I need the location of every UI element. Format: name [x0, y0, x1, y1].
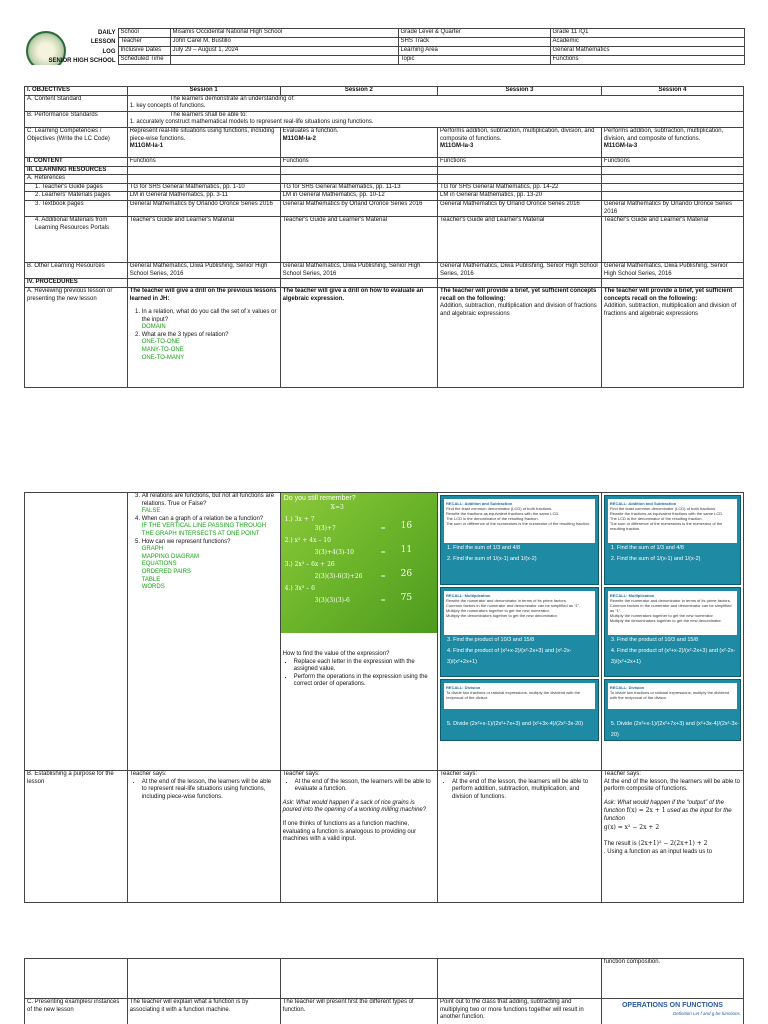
- dates-value: July 29 – August 1, 2024: [170, 47, 398, 56]
- lm-s3: LM in General Mathematics, pp. 13-20: [438, 192, 602, 201]
- review-a5-graph: GRAPH: [141, 546, 164, 553]
- performance-standard-row: [25, 111, 744, 127]
- review-q4: When can a graph of a relation be a function?: [141, 515, 264, 522]
- review-a4: IF THE VERTICAL LINE PASSING THROUGH THE GRAPH INTERSECTS AT ONE POINT: [141, 523, 267, 537]
- teacher-key: Teacher: [118, 38, 170, 47]
- track-key: SHS Track: [398, 38, 550, 47]
- mul-item-1: Rewrite the numerator and denominator in terms of its prime factors.: [446, 598, 567, 603]
- objectives-header: I. OBJECTIVES: [25, 87, 128, 96]
- competencies-row: [25, 127, 744, 157]
- competency-code-s4: M11GM-Ia-3: [603, 143, 638, 150]
- slide-q4-s4: 4. Find the product of (x²+x-2)/(x²-2x+3) and (x²-2x-3)/(x²+2x+1): [610, 648, 736, 665]
- dll-table-p3: [24, 958, 744, 1024]
- drill-title: Do you still remember?: [283, 495, 356, 502]
- purpose-s4-f: f(x) = 2x + 1: [626, 807, 666, 815]
- drill-answer-1: 16: [400, 521, 413, 531]
- performance-standard-l1: The learners shall be able to:: [169, 111, 248, 118]
- review-a5-words: WORDS: [141, 584, 165, 591]
- presenting-s1: The teacher will explain what a function is by associating it with a function machine.: [127, 999, 280, 1024]
- competency-s2: Evaluates a function.: [282, 127, 339, 134]
- purpose-s1: • At the end of the lesson, the learners will be able to represent real-life situations using functions, including piece-wise functions.: [142, 779, 278, 802]
- div-item-1-s4: To divide two fractions or rational expressions, multiply the dividend with the reciprocal of the divisor.: [609, 690, 730, 700]
- header-logo-cell: [24, 29, 118, 65]
- references-label: A. References: [25, 175, 128, 184]
- mul-item-2: Common factors in the numerator and denominator can be simplified as “1”.: [446, 603, 581, 608]
- label-log: LOG: [102, 48, 116, 55]
- drill-answer-4: 75: [400, 593, 413, 603]
- purpose-row: [25, 771, 744, 903]
- session2-header: Session 2: [280, 87, 437, 96]
- procedures-label: IV. PROCEDURES: [25, 279, 128, 288]
- topic-value: Functions: [550, 56, 744, 65]
- competency-s4: Performs addition, subtraction, multiplication, division, and composite of functions.: [603, 127, 724, 142]
- drill-given: X=3: [330, 504, 344, 511]
- topic-key: Topic: [398, 56, 550, 65]
- recall-add-slide: [440, 495, 599, 585]
- add-item-2-s4: Rewrite the fractions as equivalent fractions with the same LCD.: [609, 511, 724, 516]
- mul-item-3-s4: Multiply the numerators together to get the new numerator.: [609, 613, 714, 618]
- purpose-s2: • At the end of the lesson, the learners will be able to evaluate a function.: [295, 779, 435, 794]
- session1-header: Session 1: [127, 87, 280, 96]
- add-item-3-s4: The LCD is the denominator of the resulting fraction.: [609, 516, 703, 521]
- procedures-row: [25, 279, 744, 288]
- other-resources-s2: General Mathematics, Diwa Publishing, Senior High School Series, 2016: [280, 263, 437, 279]
- slide-q5-s4: 5. Divide (2x²+x-1)/(2x²+7x+3) and (x²+3x-4)/(2x²-3x-20): [610, 721, 739, 738]
- purpose-s2-ask: Ask: What would happen if a sack of rice grains is poured into the opening of a working milling machine?: [282, 799, 427, 814]
- content-label: II. CONTENT: [25, 157, 128, 166]
- purpose-s4-expr: (2x+1)² − 2(2x+1) + 2: [638, 840, 708, 848]
- label-daily: DAILY: [98, 29, 116, 36]
- recall-div-title-s4: RECALL: Division: [609, 685, 645, 690]
- review-row: [25, 287, 744, 387]
- presenting-s2: The teacher will present first the different types of function.: [280, 999, 437, 1024]
- review-continued-row: [25, 493, 744, 771]
- slide-q1-s4: 1. Find the sum of 1/3 and 4/8: [610, 545, 684, 551]
- purpose-s4-mid: used as the input for the function: [603, 808, 732, 822]
- competency-code-s3: M11GM-Ia-3: [440, 143, 474, 150]
- review-label: A. Reviewing previous lesson or presenting the new lesson: [25, 287, 128, 387]
- purpose-s4-result: The result is: [603, 841, 637, 848]
- school-key: School: [118, 29, 170, 38]
- drill-line-3: 3.) 2x³ – 6x + 26: [284, 561, 335, 568]
- review-s1-intro: The teacher will give a drill on the previous lessons learned in JH:: [129, 287, 277, 302]
- review-s3: Addition, subtraction, multiplication and division of fractions and algebraic expressions: [440, 303, 597, 317]
- time-key: Scheduled Time: [118, 56, 170, 65]
- teacher-value: John Carel M. Bustillo: [170, 38, 398, 47]
- review-a1: DOMAIN: [141, 324, 166, 331]
- track-value: Academic: [550, 38, 744, 47]
- review-q1: In a relation, what do you call the set of x values or the input?: [141, 309, 277, 323]
- competency-s3: Performs addition, subtraction, multiplication, division, and composite of functions.: [440, 127, 595, 142]
- content-row: [25, 157, 744, 166]
- purpose-says-s2: Teacher says:: [282, 771, 320, 777]
- purpose-says-s4: Teacher says:: [603, 771, 641, 777]
- lm-label: 2. Learners' Materials pages: [25, 192, 128, 201]
- review-a5-mapping: MAPPING DIAGRAM: [141, 553, 200, 560]
- grade-value: Grade 11 /Q1: [550, 29, 744, 38]
- textbook-s3: General Mathematics by Orland Oronce Series 2016: [438, 200, 602, 216]
- purpose-s4: At the end of the lesson, the learners will be able to perform composite of functions.: [603, 778, 740, 793]
- slide-q1: 1. Find the sum of 1/3 and 4/8: [447, 545, 521, 551]
- col-header-row: [25, 87, 744, 96]
- textbook-s2: General Mathematics by Orland Oronce Series 2016: [280, 200, 437, 216]
- drill-steps: [283, 659, 435, 689]
- textbook-s1: General Mathematics by Orlando Oronce Series 2016: [127, 200, 280, 216]
- page-3: [0, 958, 768, 1024]
- content-s2: Functions: [280, 157, 437, 166]
- label-lesson: LESSON: [90, 39, 116, 45]
- dll-table: [24, 86, 744, 388]
- session4-header: Session 4: [601, 87, 743, 96]
- competencies-label: C. Learning Competencies / Objectives (Write the LC Code): [25, 127, 128, 157]
- review-s4: Addition, subtraction, multiplication and division of fractions and algebraic expressions: [603, 303, 737, 317]
- recall-div-title: RECALL: Division: [446, 685, 481, 690]
- add-item-1-s4: Find the least common denominator (LCD) of both fractions.: [609, 506, 717, 511]
- review-s1-questions: [130, 309, 278, 362]
- resources-label: III. LEARNING RESOURCES: [25, 166, 128, 175]
- review-a2b: MANY-TO-ONE: [141, 347, 184, 354]
- mul-item-4: Multiply the denominators together to get the new denominator.: [446, 613, 558, 618]
- slide-q4: 4. Find the product of (x²+x-2)/(x²-2x+3) and (x²-2x-3)/(x²+2x+1): [447, 648, 572, 665]
- purpose-s4-continued: function composition.: [601, 959, 743, 999]
- review-q3: All relations are functions, but not all functions are relations. True or False?: [141, 493, 275, 507]
- drill-answer-3: 26: [400, 569, 413, 579]
- school-value: Misamis Occidental National High School: [170, 29, 398, 38]
- drill-line-4-sub: 3(3)(3)(3)-6: [314, 597, 350, 604]
- operations-definition: Definition Let f and g be functions.: [672, 1010, 741, 1016]
- tg-label: 1. Teacher's Guide pages: [25, 183, 128, 192]
- review-a2c: ONE-TO-MANY: [141, 354, 185, 361]
- review-s3-bold: The teacher will provide a brief, yet sufficient concepts recall on the following:: [440, 287, 597, 302]
- other-resources-s3: General Mathematics, Diwa Publishing, Senior High School Series, 2016: [438, 263, 602, 279]
- content-standard-label: A. Content Standard: [25, 95, 128, 111]
- purpose-s2-more: If one thinks of functions as a function machine, evaluating a function is analogous to providing our machines with a valid input.: [282, 820, 417, 843]
- content-s4: Functions: [601, 157, 743, 166]
- lr-portal-label: 4. Additional Materials from Learning Resources Portals: [25, 217, 128, 263]
- slide-q5: 5. Divide (2x²+x-1)/(2x²+7x+3) and (x²+3x-4)/(2x²-3x-20): [447, 721, 584, 727]
- purpose-says-s3: Teacher says:: [440, 771, 478, 777]
- time-value: [170, 56, 398, 65]
- textbook-row: [25, 200, 744, 216]
- purpose-says-s1: Teacher says:: [129, 771, 167, 777]
- lr-portal-s1: Teacher's Guide and Learner's Material: [127, 217, 280, 263]
- competency-code-s1: M11GM-Ia-1: [129, 143, 164, 150]
- recall-mul-slide: [440, 587, 599, 677]
- recall-add-title: RECALL: Addition and Subtraction: [446, 501, 513, 506]
- review-s4-bold: The teacher will provide a brief, yet sufficient concepts recall on the following:: [603, 287, 733, 302]
- lm-row: [25, 192, 744, 201]
- review-q5: How can we represent functions?: [141, 538, 231, 545]
- slide-q3: 3. Find the product of 10/3 and 15/8: [447, 637, 535, 643]
- mul-item-3: Multiply the numerators together to get the new numerator.: [446, 608, 550, 613]
- drill-answer-2: 11: [400, 545, 413, 555]
- slide-q2-s4: 2. Find the sum of 1/(x-1) and 1/(x-2): [610, 556, 701, 562]
- textbook-s4: General Mathematics by Orlando Oronce Series 2016: [601, 200, 743, 216]
- label-shs: SENIOR HIGH SCHOOL: [48, 58, 116, 64]
- add-item-2: Rewrite the fractions as equivalent fractions with the same LCD.: [446, 511, 560, 516]
- purpose-s4-ask: Ask: What would happen if the “output” of the function: [603, 799, 724, 815]
- session3-header: Session 3: [438, 87, 602, 96]
- area-key: Learning Area: [398, 47, 550, 56]
- recall-mul-title: RECALL: Multiplication: [446, 593, 491, 598]
- competency-code-s2: M11GM-Ia-2: [282, 135, 317, 142]
- content-standard-l1: The learners demonstrate an understanding of:: [169, 95, 295, 102]
- presenting-row: [25, 999, 744, 1024]
- drill-step-1: ▪ Replace each letter in the expression with the assigned value.: [294, 659, 435, 674]
- drill-how-to: How to find the value of the expression?: [282, 651, 390, 657]
- competency-s1: Represent real-life situations using functions, including piece-wise functions.: [129, 127, 275, 142]
- div-item-1: To divide two fractions or rational expressions, multiply the dividend with the reciprocal of the divisor.: [446, 690, 581, 700]
- mul-item-1-s4: Rewrite the numerator and denominator in terms of its prime factors.: [609, 598, 731, 603]
- mul-item-4-s4: Multiply the denominators together to get the new denominator.: [609, 618, 722, 623]
- content-standard-l2: 1. key concepts of functions.: [129, 103, 206, 110]
- operations-title: OPERATIONS ON FUNCTIONS: [621, 1002, 723, 1009]
- add-item-4: The sum or difference of the numerators is the numerator of the resulting fraction.: [446, 521, 591, 526]
- content-s1: Functions: [127, 157, 280, 166]
- purpose-label: B. Establishing a purpose for the lesson: [25, 771, 128, 903]
- drill-line-1-sub: 3(3)+7: [314, 525, 336, 532]
- drill-line-1: 1.) 3x + 7: [284, 516, 315, 523]
- drill-step-2: ▪ Perform the operations in the expression using the correct order of operations.: [294, 674, 435, 689]
- references-row: [25, 175, 744, 184]
- mul-item-2-s4: Common factors in the numerator and denominator can be simplified as “1”.: [609, 603, 732, 613]
- lm-s2: LM in General Mathematics, pp. 10-12: [280, 192, 437, 201]
- header-table: [24, 28, 745, 65]
- recall-add-title-s4: RECALL: Addition and Subtraction: [609, 501, 677, 506]
- presenting-label: C. Presenting examples/ instances of the new lesson: [25, 999, 128, 1024]
- review-q2: What are the 3 types of relation?: [141, 331, 229, 338]
- lr-portal-s2: Teacher's Guide and Learner's Material: [280, 217, 437, 263]
- other-resources-row: [25, 263, 744, 279]
- drill-slide: [281, 493, 437, 633]
- dates-key: Inclusive Dates: [118, 47, 170, 56]
- drill-eq-2: =: [380, 549, 386, 556]
- tg-row: [25, 183, 744, 192]
- area-value: General Mathematics: [550, 47, 744, 56]
- dll-table-p2: [24, 492, 744, 903]
- review-a5-pairs: ORDERED PAIRS: [141, 568, 191, 575]
- lr-portal-s4: Teacher's Guide and Learner's Material: [601, 217, 743, 263]
- lr-portal-row: [25, 217, 744, 263]
- recall-div-slide: [440, 679, 599, 741]
- recall-mul-slide-s4: [604, 587, 741, 677]
- add-item-1: Find the least common denominator (LCD) of both fractions.: [446, 506, 553, 511]
- drill-line-3-sub: 2(3)(3)-6(3)+26: [314, 573, 363, 580]
- textbook-label: 3. Textbook pages: [25, 200, 128, 216]
- recall-mul-title-s4: RECALL: Multiplication: [609, 593, 655, 598]
- other-resources-s4: General Mathematics, Diwa Publishing, Senior High School Series, 2016: [601, 263, 743, 279]
- tg-s3: TG for SHS General Mathematics, pp. 14-22: [438, 183, 602, 192]
- content-standard-row: [25, 95, 744, 111]
- purpose-s3: • At the end of the lesson, the learners will be able to perform addition, subtraction, multiplication, and division of functions.: [452, 779, 599, 802]
- drill-line-4: 4.) 3x³ – 6: [284, 585, 315, 592]
- purpose-continued-row: [25, 959, 744, 999]
- lm-s1: LM in General Mathematics, pp. 3-11: [127, 192, 280, 201]
- purpose-s4-g: g(x) = x² − 2x + 2: [603, 823, 660, 831]
- recall-div-slide-s4: [604, 679, 741, 741]
- performance-standard-l2: 1. accurately construct mathematical models to represent real-life situations using functions.: [129, 119, 374, 126]
- grade-key: Grade Level & Quarter: [398, 29, 550, 38]
- tg-s2: TG for SHS General Mathematics, pp. 11-13: [280, 183, 437, 192]
- review-a3: FALSE: [141, 508, 161, 515]
- slide-q2: 2. Find the sum of 1/(x-1) and 1/(x-2): [447, 556, 537, 562]
- content-s3: Functions: [438, 157, 602, 166]
- add-item-4-s4: The sum or difference of the numerators is the numerator of the resulting fraction.: [609, 521, 723, 531]
- tg-s1: TG for SHS General Mathematics, pp. 1-10: [127, 183, 280, 192]
- add-item-3: The LCD is the denominator of the resulting fraction.: [446, 516, 539, 521]
- recall-add-slide-s4: [604, 495, 741, 585]
- review-a5-table: TABLE: [141, 576, 161, 583]
- other-resources-s1: General Mathematics, Diwa Publishing, Senior High School Series, 2016: [127, 263, 280, 279]
- drill-eq-4: =: [380, 597, 386, 604]
- performance-standard-label: B. Performance Standards: [25, 111, 128, 127]
- resources-row: [25, 166, 744, 175]
- review-s1-questions-cont: [130, 493, 278, 592]
- drill-line-2-sub: 3(3)+4(3)-10: [314, 549, 354, 556]
- drill-eq-3: =: [380, 573, 386, 580]
- header-left-labels: [48, 29, 115, 65]
- drill-eq-1: =: [380, 525, 386, 532]
- drill-line-2: 2.) x² + 4x – 10: [284, 537, 331, 544]
- other-resources-label: B. Other Learning Resources: [25, 263, 128, 279]
- presenting-s3: Point out to the class that adding, subtracting and multiplying two or more functions together will result in another function.: [438, 999, 602, 1024]
- review-s2: The teacher will give a drill on how to evaluate an algebraic expression.: [280, 287, 437, 387]
- slide-q3-s4: 3. Find the product of 10/3 and 15/8: [610, 637, 699, 643]
- review-a2a: ONE-TO-ONE: [141, 339, 180, 346]
- purpose-s4-tail: . Using a function as an input leads us to: [603, 848, 712, 855]
- review-a5-equations: EQUATIONS: [141, 561, 177, 568]
- lr-portal-s3: Teacher's Guide and Learner's Material: [438, 217, 602, 263]
